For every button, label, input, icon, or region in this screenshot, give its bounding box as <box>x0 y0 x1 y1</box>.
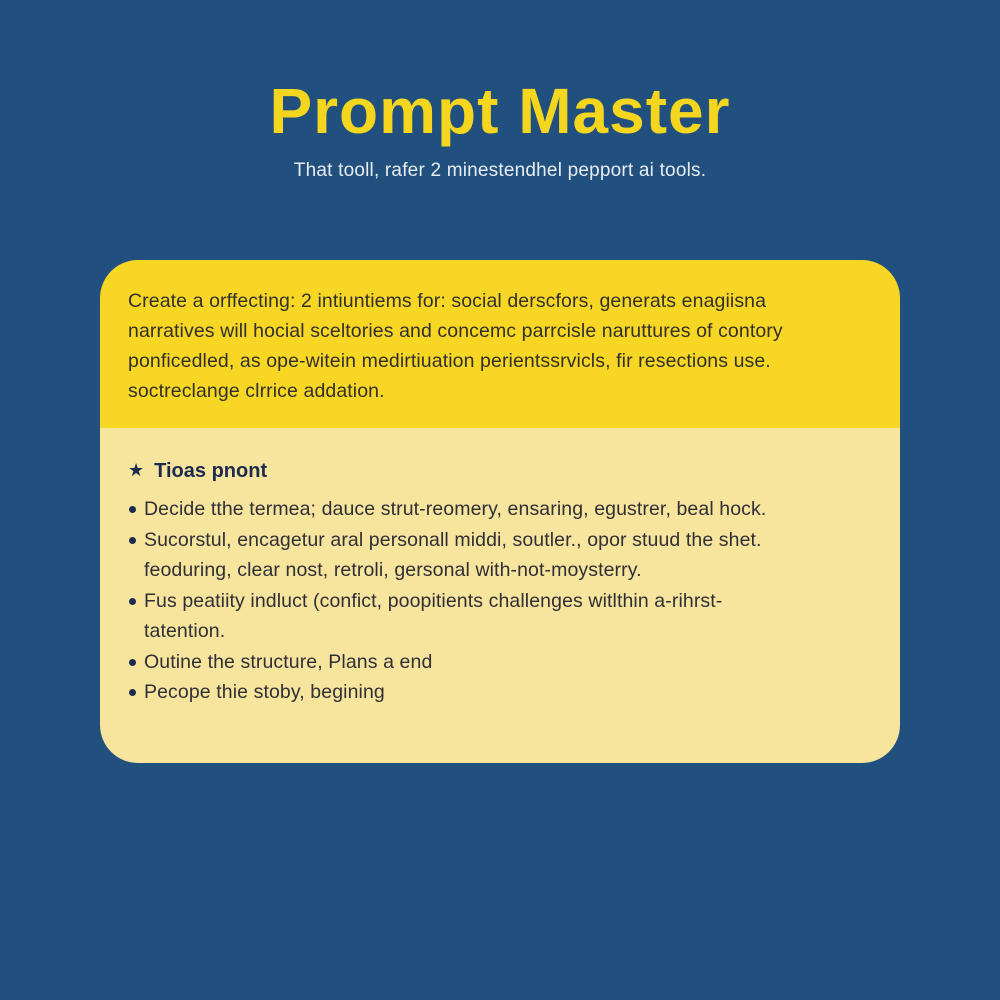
tip-item <box>128 586 872 647</box>
tip-line: Sucorstul, encagetur aral personall middi, soutler., opor stuud the shet. <box>144 528 762 551</box>
prompt-line: narratives will hocial sceltories and concemc parrcisle naruttures of contory <box>128 320 783 342</box>
prompt-line: soctreclange clrrice addation. <box>128 380 385 402</box>
tip-line: tatention. <box>144 620 226 642</box>
prompt-card <box>100 260 900 763</box>
tip-line: Fus peatiity indluct (confict, poopitients challenges witlthin a-rihrst- <box>144 589 723 612</box>
tips-heading-label: Tioas pnont <box>154 460 268 482</box>
tips-list <box>128 494 872 708</box>
prompt-line: ponficedled, as ope-witein medirtiuation perientssrvicls, fir resections use. <box>128 350 771 372</box>
prompt-text <box>128 286 872 406</box>
prompt-line: Create a orffecting: 2 intiuntiems for: social derscfors, generats enagiisna <box>128 290 767 312</box>
prompt-section <box>100 260 900 428</box>
tip-item <box>128 494 872 525</box>
page-subtitle: That tooll, rafer 2 minestendhel pepport ai tools. <box>293 160 707 181</box>
tip-item <box>128 647 872 678</box>
tip-line: Outine the structure, Plans a end <box>144 650 433 673</box>
tip-line: Pecope thie stoby, begining <box>144 681 385 703</box>
tips-heading <box>128 460 872 483</box>
tips-section <box>100 428 900 763</box>
page-title: Prompt Master <box>269 75 731 147</box>
star-icon: ★ <box>128 460 145 480</box>
tip-item <box>128 525 872 586</box>
tip-line: feoduring, clear nost, retroli, gersonal with-not-moysterry. <box>144 559 642 581</box>
tip-item <box>128 677 872 708</box>
tip-line: Decide tthe termea; dauce strut-reomery, ensaring, egustrer, beal hock. <box>144 498 767 520</box>
